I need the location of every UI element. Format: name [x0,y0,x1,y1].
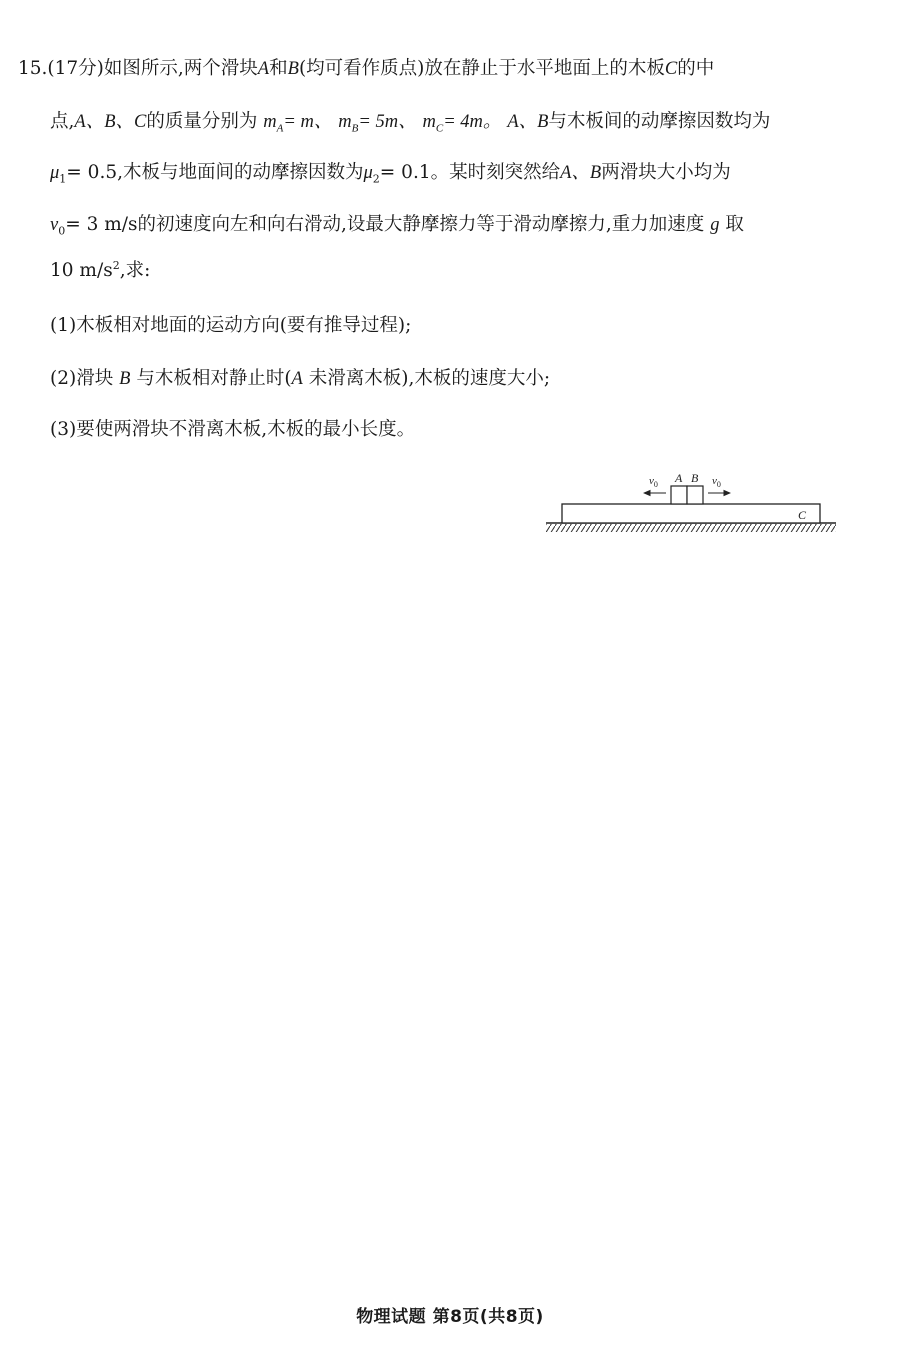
label-c: C [798,508,807,522]
label-v0-right: $v_0$ [712,475,721,489]
label-b: B [691,471,699,485]
block-a [671,486,687,504]
ground-hatch [546,524,836,532]
board-diagram [540,462,840,544]
question-line-3: $\mu_1= 0.5$,木板与地面间的动摩擦因数为$\mu_2= 0.1$。某时刻突然给A、B两滑块大小均为 [50,162,731,186]
sub-question-3: (3)要使两滑块不滑离木板,木板的最小长度。 [50,419,416,440]
sub-question-2: (2)滑块 B 与木板相对静止时(A 未滑离木板),木板的速度大小; [50,368,551,389]
question-line-4: $v_0= 3$ m/s的初速度向左和向右滑动,设最大静摩擦力等于滑动摩擦力,重力加速度 g 取 [50,214,744,238]
block-b [687,486,703,504]
sub-question-1: (1)木板相对地面的运动方向(要有推导过程); [50,315,412,336]
question-line-5: 10 $m/s^2$,求: [50,258,151,281]
page-footer: 物理试题 第8页(共8页) [356,1307,544,1327]
label-a: A [675,471,683,485]
question-number: 15.(17分)如图所示,两个滑块A和B(均可看作质点)放在静止于水平地面上的木板C的中 [18,58,715,79]
board-c [562,504,820,523]
label-v0-left: $v_0$ [649,475,658,489]
question-line-2: 点,A、B、C的质量分别为 $m_A= m$、 $m_B= 5m$、 $m_C= 4m$。 A、B与木板间的动摩擦因数均为 [50,111,771,135]
